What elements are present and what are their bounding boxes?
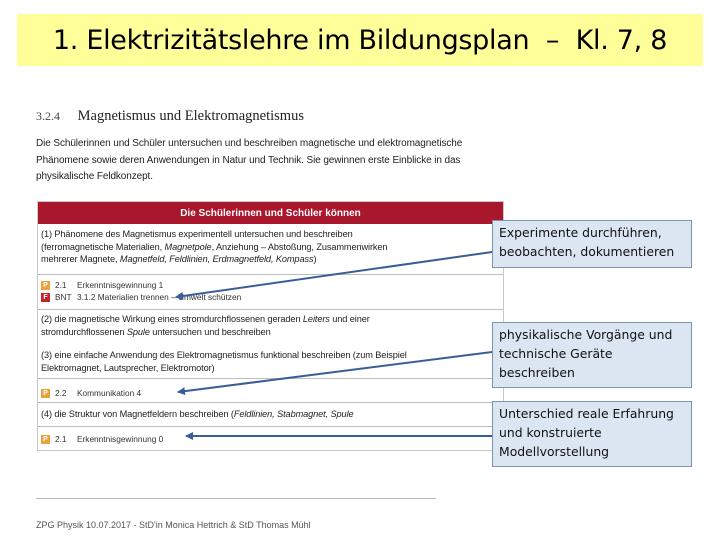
reference-link[interactable]: P 2.2 Kommunikation 4 [41, 388, 141, 398]
callout-box-2: physikalische Vorgänge und technische Geräte beschreiben [492, 322, 692, 388]
slide-title: 1. Elektrizitätslehre im Bildungsplan – Kl. 7, 8 [52, 24, 668, 56]
section-number: 3.2.4 [36, 109, 60, 123]
item-text: mehrerer Magnete, Magnetfeld, Feldlinien, Erdmagnetfeld, Kompass) [41, 254, 317, 265]
reference-link[interactable]: P 2.1 Erkenntnisgewinnung 1 [41, 280, 163, 290]
subject-badge-icon: F [41, 293, 50, 302]
section-title: Magnetismus und Elektromagnetismus [77, 108, 304, 124]
arrow-to-refs-1 [176, 252, 492, 297]
callout-box-1: Experimente durchführen, beobachten, dokumentieren [492, 220, 692, 268]
process-badge-icon: P [41, 389, 50, 398]
process-badge-icon: P [41, 435, 50, 444]
item-text: (3) eine einfache Anwendung des Elektromagnetismus funktional beschreiben (zum Beispiel [41, 350, 407, 360]
slide-footer: ZPG Physik 10.07.2017 - StD'in Monica Hettrich & StD Thomas Mühl [36, 520, 311, 530]
callout-box-3: Unterschied reale Erfahrung und konstruierte Modellvorstellung [492, 401, 692, 467]
arrow-to-refs-3 [178, 352, 492, 392]
reference-link[interactable]: F BNT 3.1.2 Materialien trennen – Umwelt schützen [41, 292, 241, 302]
item-text: Elektromagnet, Lautsprecher, Elektromotor) [41, 362, 215, 373]
process-badge-icon: P [41, 281, 50, 290]
intro-line: physikalische Feldkonzept. [36, 171, 153, 182]
table-header: Die Schülerinnen und Schüler können [38, 202, 503, 224]
intro-line: Phänomene sowie deren Anwendungen in Natur und Technik. Sie gewinnen erste Einblicke in das [36, 154, 461, 166]
footer-divider [36, 498, 436, 499]
item-text: (4) die Struktur von Magnetfeldern beschreiben (Feldlinien, Stabmagnet, Spule [41, 409, 354, 419]
reference-link[interactable]: P 2.1 Erkenntnisgewinnung 0 [41, 434, 163, 444]
item-text: (2) die magnetische Wirkung eines stromdurchflossenen geraden Leiters und einer [41, 314, 370, 324]
item-text: (ferromagnetische Materialien, Magnetpole, Anziehung – Abstoßung, Zusammenwirken [41, 241, 388, 252]
item-text: stromdurchflossenen Spule untersuchen und beschreiben [41, 326, 271, 337]
item-text: (1) Phänomene des Magnetismus experimentell untersuchen und beschreiben [41, 229, 353, 239]
intro-line: Die Schülerinnen und Schüler untersuchen und beschreiben magnetische und elektromagnetische [36, 138, 463, 149]
